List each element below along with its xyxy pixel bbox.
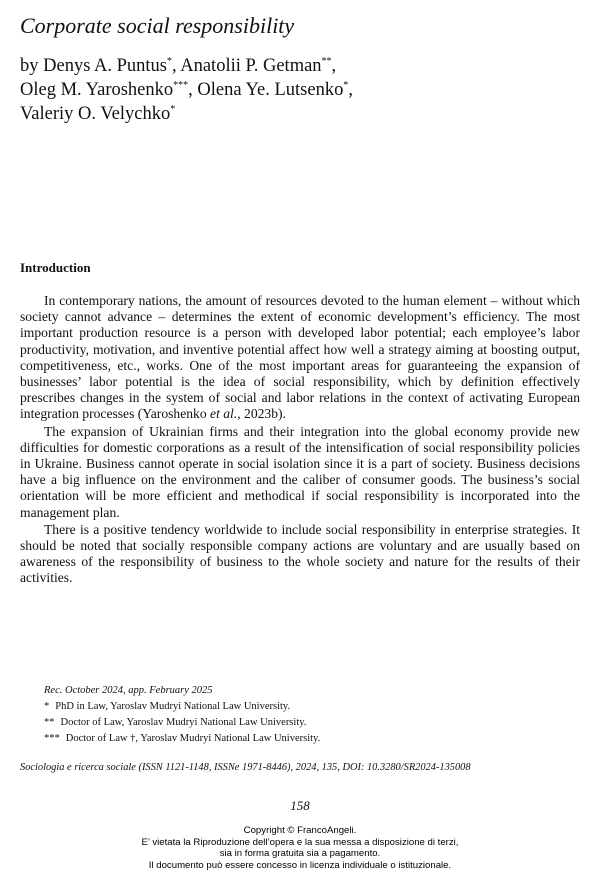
- section-heading: Introduction: [20, 260, 91, 275]
- author-separator: ,: [348, 80, 353, 100]
- author-name: Oleg M. Yaroshenko: [20, 80, 174, 100]
- author-prefix: by: [20, 56, 44, 76]
- journal-citation: Sociologia e ricerca sociale (ISSN 1121-1148, ISSNe 1971-8446), 2024, 135, DOI: 10.3280/SR2024-135008: [20, 762, 471, 773]
- author-name: Anatolii P. Getman: [180, 56, 322, 76]
- paragraph: [20, 293, 580, 423]
- copyright-line: Copyright © FrancoAngeli.: [243, 825, 357, 836]
- copyright-notice: [0, 825, 600, 871]
- footnote-mark: *: [44, 701, 50, 712]
- copyright-line: E’ vietata la Riproduzione dell’opera e la sua messa a disposizione di terzi,: [141, 836, 459, 848]
- author-name: Valeriy O. Velychko: [20, 104, 171, 124]
- paragraph-text: In contemporary nations, the amount of resources devoted to the human element – without which society cannot advance – determines the extent of economic development’s efficiency. The most important production resource is a person with developed labor potential; each employee’s labor productivity, motivation, and inventive potential affect how well a strategy aiming at boosting output, competitiveness, etc., works. One of the most important areas for guaranteeing the expansion of businesses’ labor potential is the idea of social responsibility, which by definition effectively prescribes changes in the system of social and labor relations in the context of activating European integration processes (Yaroshenko: [20, 293, 580, 422]
- affiliation-mark: *: [170, 104, 176, 115]
- affiliation-mark: *: [167, 56, 172, 67]
- footnote-mark: ***: [44, 733, 60, 744]
- citation-et-al: et al.: [210, 406, 238, 422]
- footnote: [44, 715, 584, 731]
- footnote: [44, 731, 584, 747]
- received-date: Rec. October 2024, app. February 2025: [44, 685, 213, 696]
- page-number: 158: [290, 798, 310, 813]
- affiliation-mark: **: [321, 56, 332, 67]
- citation-year: , 2023b).: [237, 406, 286, 422]
- footnotes: [44, 683, 584, 747]
- author-name: Denys A. Puntus: [43, 56, 167, 76]
- author-line-3: [20, 102, 580, 126]
- footnote-text: Doctor of Law, Yaroslav Mudryi National Law University.: [60, 717, 307, 728]
- author-separator: ,: [172, 56, 181, 76]
- author-line-2: [20, 78, 580, 102]
- author-line-1: [20, 54, 580, 78]
- footnote-text: Doctor of Law †, Yaroslav Mudryi National Law University.: [65, 733, 321, 744]
- author-separator: ,: [188, 80, 198, 100]
- footnote-mark: **: [44, 717, 55, 728]
- author-list: [20, 54, 580, 126]
- body-text: [20, 293, 580, 587]
- copyright-line: Il documento può essere concesso in licenza individuale o istituzionale.: [148, 859, 452, 871]
- paragraph: There is a positive tendency worldwide to include social responsibility in enterprise strategies. It should be noted that socially responsible company actions are voluntary and are usually based on awareness of the responsibility of business to the whole society and nature for the results of their activities.: [20, 521, 580, 586]
- footnote: [44, 699, 584, 715]
- copyright-line: sia in forma gratuita sia a pagamento.: [219, 848, 381, 859]
- author-separator: ,: [331, 56, 337, 76]
- author-name: Olena Ye. Lutsenko: [197, 80, 344, 100]
- article-title: Corporate social responsibility: [20, 13, 295, 38]
- footnote-text: PhD in Law, Yaroslav Mudryi National Law University.: [55, 701, 291, 712]
- paragraph: The expansion of Ukrainian firms and their integration into the global economy provide new difficulties for domestic corporations as a result of the intensification of social responsibility policies in Ukraine. Business cannot operate in social isolation since it is a part of society. Business decisions have a big influence on the environment and the caliber of consumer goods. The business’s social orientation will be more efficient and methodical if social responsibility is incorporated into the management plan.: [20, 423, 580, 520]
- affiliation-mark: *: [343, 80, 349, 91]
- affiliation-mark: ***: [173, 80, 189, 91]
